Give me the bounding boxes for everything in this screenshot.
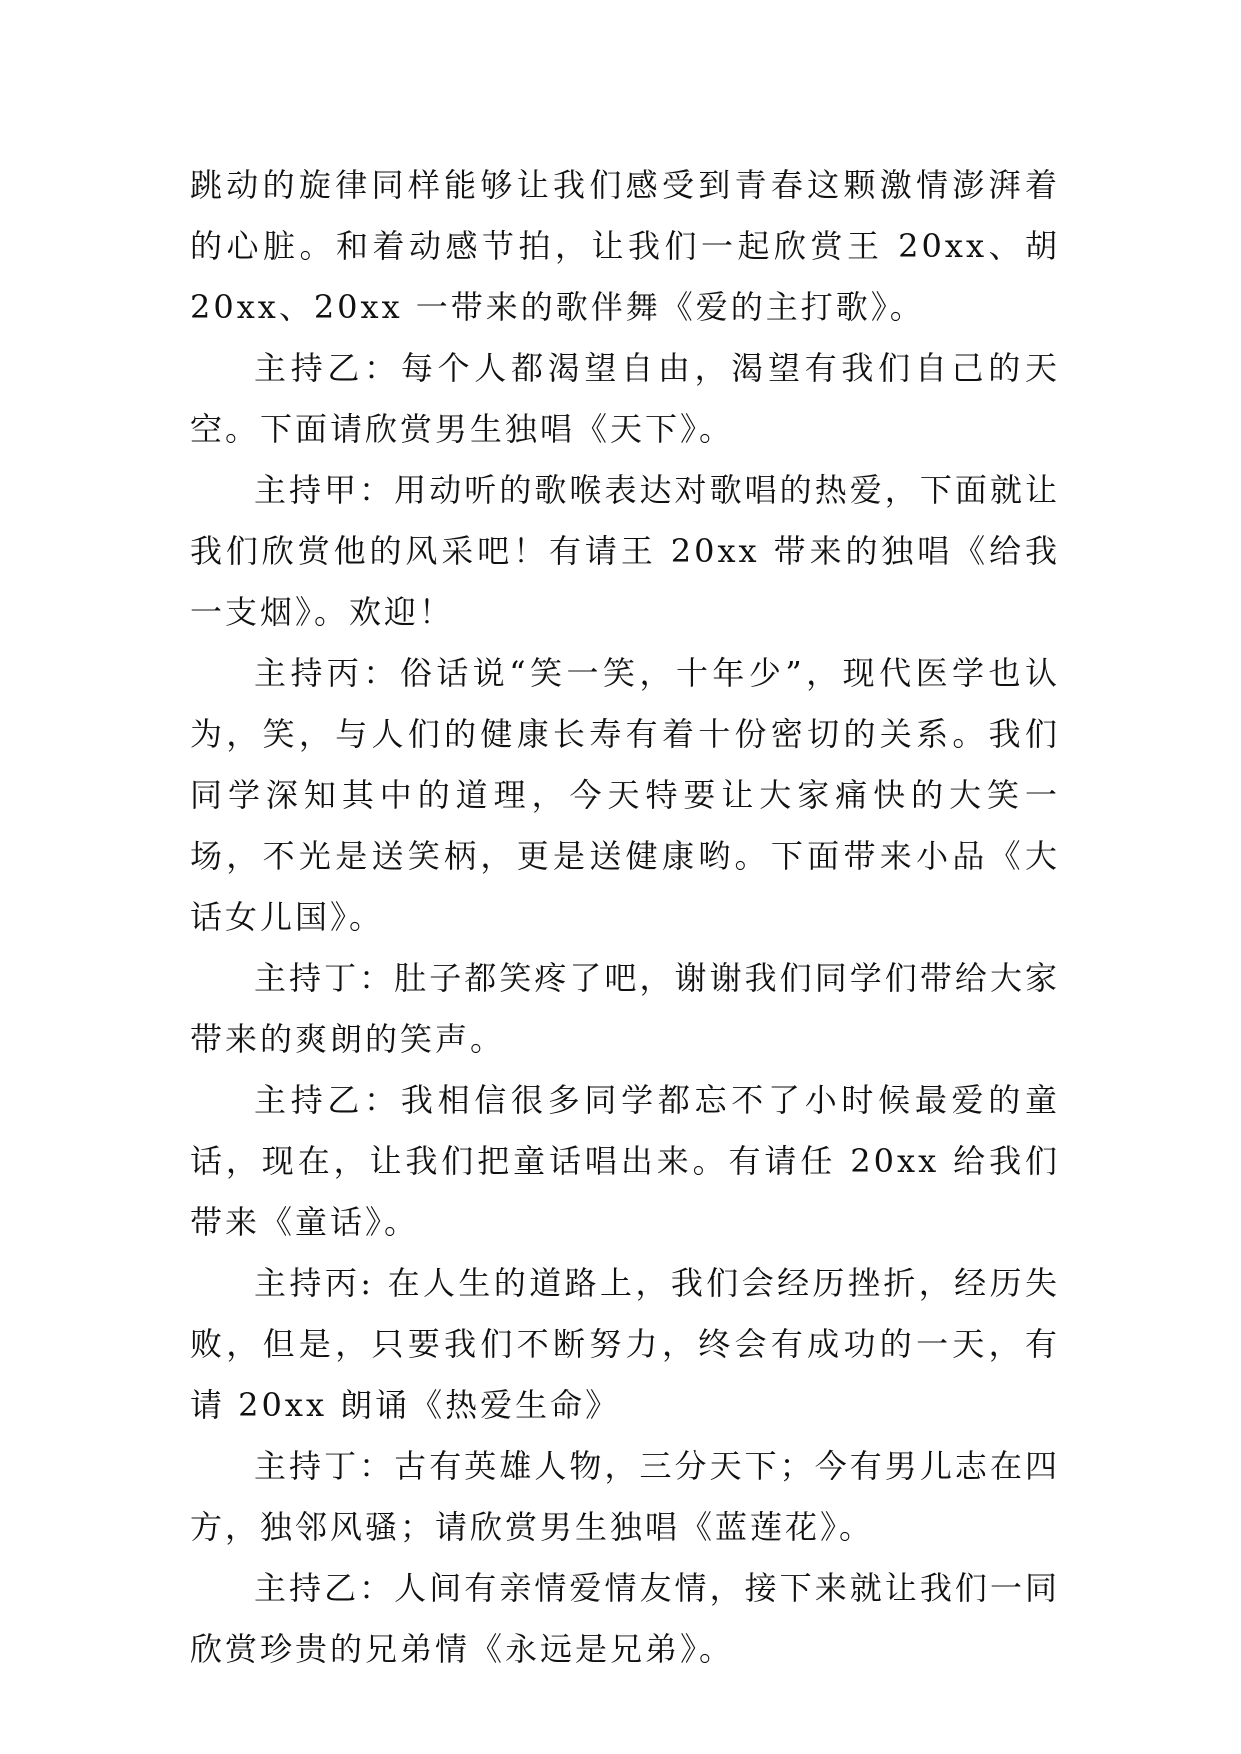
paragraph-9: 主持乙：人间有亲情爱情友情，接下来就让我们一同欣赏珍贵的兄弟情《永远是兄弟》。 — [190, 1569, 1060, 1668]
paragraph-2: 主持乙：每个人都渴望自由，渴望有我们自己的天空。下面请欣赏男生独唱《天下》。 — [190, 349, 1060, 448]
paragraph-5: 主持丁：肚子都笑疼了吧，谢谢我们同学们带给大家带来的爽朗的笑声。 — [190, 959, 1060, 1058]
paragraph-7: 主持丙: 在人生的道路上，我们会经历挫折，经历失败，但是，只要我们不断努力，终会有成功的一天，有请 20xx 朗诵《热爱生命》 — [190, 1264, 1060, 1424]
paragraph-4: 主持丙：俗话说“笑一笑，十年少”，现代医学也认为，笑，与人们的健康长寿有着十份密切的关系。我们同学深知其中的道理，今天特要让大家痛快的大笑一场，不光是送笑柄，更是送健康哟。下面带来小品《大话女儿国》。 — [190, 654, 1060, 936]
paragraph-8: 主持丁：古有英雄人物，三分天下；今有男儿志在四方，独邻风骚；请欣赏男生独唱《蓝莲花》。 — [190, 1447, 1060, 1546]
paragraph-3: 主持甲：用动听的歌喉表达对歌唱的热爱，下面就让我们欣赏他的风采吧！有请王 20xx 带来的独唱《给我一支烟》。欢迎！ — [190, 471, 1060, 631]
paragraph-6: 主持乙：我相信很多同学都忘不了小时候最爱的童话，现在，让我们把童话唱出来。有请任 20xx 给我们带来《童话》。 — [190, 1081, 1060, 1241]
document-body — [190, 155, 1060, 1680]
paragraph-1: 跳动的旋律同样能够让我们感受到青春这颗激情澎湃着的心脏。和着动感节拍，让我们一起欣赏王 20xx、胡 20xx、20xx 一带来的歌伴舞《爱的主打歌》。 — [190, 166, 1060, 326]
